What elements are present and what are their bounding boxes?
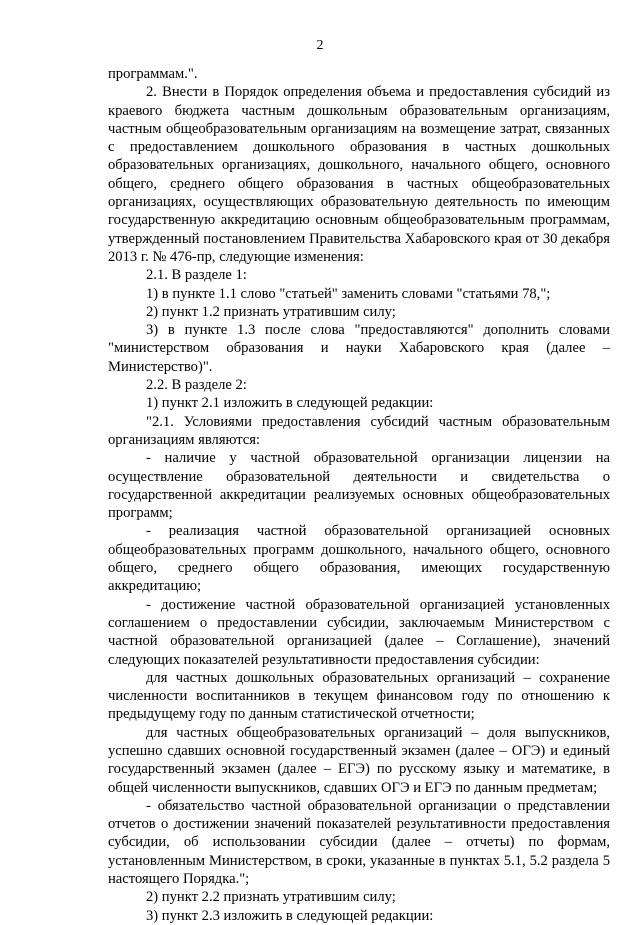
paragraph-continuation: программам.".: [108, 66, 198, 82]
paragraph-bullet: - реализация частной образовательной организацией основных общеобразовательных программ дошкольного, начального общего, основного общего, среднего общего образования, имеющих государственную аккредитацию;: [108, 523, 610, 595]
paragraph-bullet: - обязательство частной образовательной организации о представлении отчетов о достижении значений показателей результативности предоставления субсидии, об использовании субсидии (далее – отчеты) по формам, установленным Министерством, в сроки, указанные в пунктах 5.1, 5.2 раздела 5 настоящего Порядка.";: [108, 797, 610, 888]
paragraph-section-2-2: 2.2. В разделе 2:: [146, 377, 247, 394]
paragraph-list-item: 3) в пункте 1.3 после слова "предоставляются" дополнить словами "министерством образования и науки Хабаровского края (далее – Министерство)".: [108, 322, 610, 375]
page-number: 2: [316, 38, 324, 53]
paragraph-list-item: 3) пункт 2.3 изложить в следующей редакции:: [146, 907, 434, 924]
paragraph-list-item: 2) пункт 2.2 признать утратившим силу;: [146, 889, 396, 906]
paragraph-item-2: 2. Внести в Порядок определения объема и предоставления субсидий из краевого бюджета частным дошкольным образовательным организациям, частным общеобразовательным организациям на возмещение затрат, связанных с предоставлением дошкольного образования в частных дошкольных образовательных организациях, дошкольного, начального общего, основного общего, среднего общего образования в частных общеобразовательных организациях, осуществляющих образовательную деятельность по имеющим государственную аккредитацию основным общеобразовательным программам, утвержденный постановлением Правительства Хабаровского края от 30 декабря 2013 г. № 476-пр, следующие изменения:: [108, 84, 610, 265]
document-body: [108, 65, 610, 925]
paragraph-list-item: 2) пункт 1.2 признать утратившим силу;: [146, 303, 396, 320]
paragraph-list-item: 1) в пункте 1.1 слово "статьей" заменить словами "статьями 78,";: [146, 285, 551, 302]
paragraph-indicator: для частных общеобразовательных организаций – доля выпускников, успешно сдавших основной государственный экзамен (далее – ОГЭ) и единый государственный экзамен (далее – ЕГЭ) по русскому языку и математике, в общей численности выпускников, сдавших ОГЭ и ЕГЭ по данным предметам;: [108, 724, 610, 796]
paragraph-indicator: для частных дошкольных образовательных организаций – сохранение численности воспитанников в текущем финансовом году по отношению к предыдущему году по данным статистической отчетности;: [108, 669, 610, 723]
paragraph-section-2-1: 2.1. В разделе 1:: [146, 267, 247, 284]
paragraph-list-item: 1) пункт 2.1 изложить в следующей редакции:: [146, 395, 434, 412]
paragraph-bullet: - наличие у частной образовательной организации лицензии на осуществление образовательной деятельности и свидетельства о государственной аккредитации реализуемых основных общеобразовательных программ;: [108, 450, 610, 522]
paragraph-bullet: - достижение частной образовательной организацией установленных соглашением о предоставлении субсидии, заключаемым Министерством с частной образовательной организацией (далее – Соглашение), значений следующих показателей результативности предоставления субсидии:: [108, 596, 610, 668]
paragraph-quote-start: "2.1. Условиями предоставления субсидий частным образовательным организациям являются:: [108, 413, 610, 448]
